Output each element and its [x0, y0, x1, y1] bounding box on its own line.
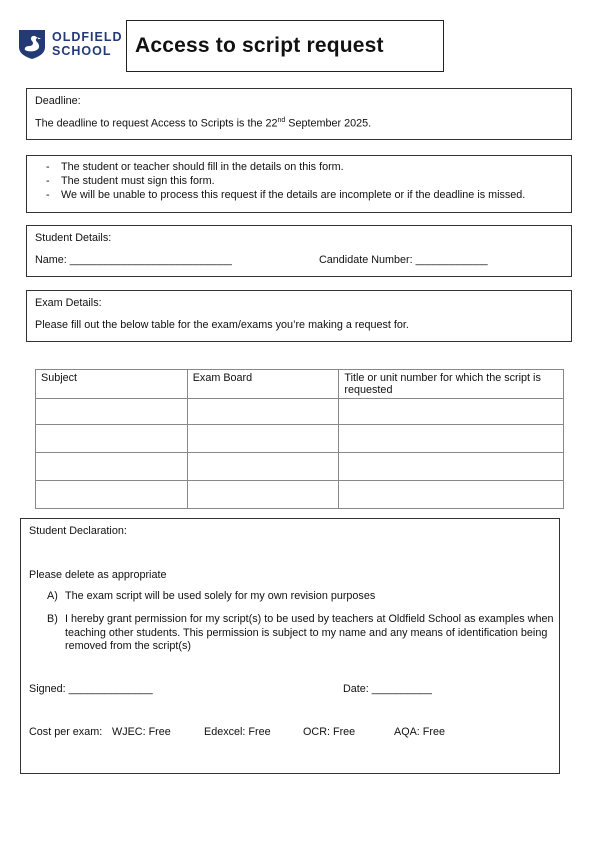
school-logo	[18, 26, 128, 62]
cost-aqa: AQA: Free	[394, 726, 446, 738]
table-header-title-unit: Title or unit number for which the script is requested	[339, 370, 564, 399]
candidate-number-field[interactable]: Candidate Number: ____________	[319, 254, 488, 266]
declaration-section	[20, 518, 560, 774]
table-cell[interactable]	[36, 399, 188, 425]
option-key: B)	[47, 613, 58, 625]
table-header-row	[36, 370, 564, 399]
option-text: I hereby grant permission for my script(s) to be used by teachers at Oldfield School as examples when teaching other students. This permission is subject to my name and any means of identification being removed from the script(s)	[65, 613, 554, 652]
exam-details-text: Please fill out the below table for the exam/exams you’re making a request for.	[35, 319, 409, 331]
table-cell[interactable]	[187, 425, 339, 453]
table-cell[interactable]	[339, 453, 564, 481]
table-cell[interactable]	[187, 453, 339, 481]
student-details-heading: Student Details:	[35, 232, 112, 244]
date-field[interactable]: Date: __________	[343, 683, 432, 695]
table-cell[interactable]	[36, 425, 188, 453]
instruction-item: - The student or teacher should fill in the details on this form.	[27, 160, 571, 174]
table-row	[36, 425, 564, 453]
logo-line-1: OLDFIELD	[52, 30, 123, 44]
table-cell[interactable]	[36, 453, 188, 481]
option-text: The exam script will be used solely for my own revision purposes	[65, 590, 376, 602]
table-cell[interactable]	[339, 481, 564, 509]
cost-ocr: OCR: Free	[303, 726, 356, 738]
table-cell[interactable]	[339, 399, 564, 425]
table-row	[36, 453, 564, 481]
table-row	[36, 481, 564, 509]
instructions-section	[26, 155, 572, 213]
declaration-option-b[interactable]	[47, 613, 567, 654]
deadline-section	[26, 88, 572, 140]
declaration-option-a[interactable]	[47, 590, 567, 604]
title-box	[126, 20, 444, 72]
exam-table	[35, 369, 564, 509]
table-header-exam-board: Exam Board	[187, 370, 339, 399]
option-key: A)	[47, 590, 58, 602]
page-title: Access to script request	[135, 34, 384, 57]
table-cell[interactable]	[339, 425, 564, 453]
deadline-heading: Deadline:	[35, 95, 81, 107]
swan-crest-icon	[18, 29, 46, 59]
signed-field[interactable]: Signed: ______________	[29, 683, 153, 695]
name-field[interactable]: Name: ___________________________	[35, 254, 232, 266]
deadline-text	[35, 117, 371, 130]
declaration-heading: Student Declaration:	[29, 525, 127, 537]
cost-edexcel: Edexcel: Free	[204, 726, 271, 738]
table-cell[interactable]	[187, 481, 339, 509]
table-cell[interactable]	[187, 399, 339, 425]
deadline-text-sup: nd	[277, 117, 286, 124]
exam-details-section	[26, 290, 572, 342]
logo-line-2: SCHOOL	[52, 44, 112, 58]
declaration-instruction: Please delete as appropriate	[29, 569, 167, 581]
instruction-item: - We will be unable to process this request if the details are incomplete or if the deadline is missed.	[27, 188, 571, 202]
instructions-list	[27, 160, 571, 202]
deadline-text-after: September 2025.	[285, 117, 372, 130]
cost-label: Cost per exam:	[29, 726, 103, 738]
table-header-subject: Subject	[36, 370, 188, 399]
cost-wjec: WJEC: Free	[112, 726, 171, 738]
student-details-section	[26, 225, 572, 277]
deadline-text-before: The deadline to request Access to Scripts is the 22	[35, 117, 278, 130]
instruction-item: - The student must sign this form.	[27, 174, 571, 188]
exam-details-heading: Exam Details:	[35, 297, 102, 309]
table-row	[36, 399, 564, 425]
table-cell[interactable]	[36, 481, 188, 509]
